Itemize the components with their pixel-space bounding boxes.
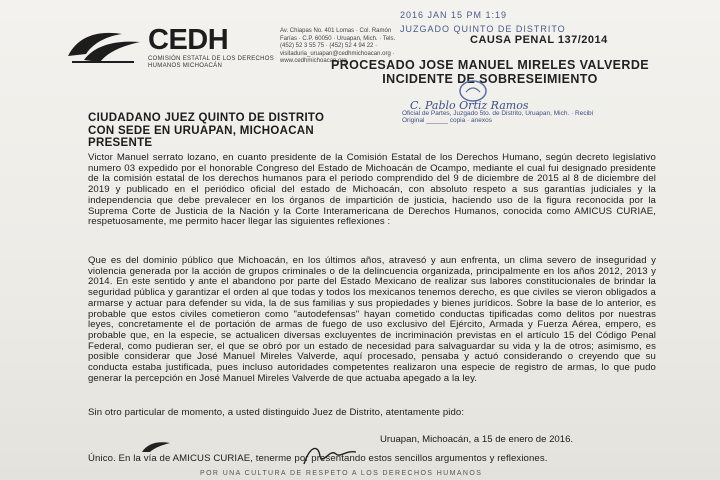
org-address: Av. Chiapas No. 401 Lomas · Col. Ramón Farías · C.P. 60050 · Uruapan, Mich. · Tels. (452) 52 3 55 75 · (452) 52 4 94 22 · visitaduria_uruapan@cedhmichoacan.org · www.cedhmichoacan.org bbox=[280, 28, 396, 64]
body-paragraph-1: Victor Manuel serrato lozano, en cuanto presidente de la Comisión Estatal de los Derechos Humano, según decreto legislativo numero 03 expedido por el honorable Congreso del Estado de Michoacán de Ocampo, mediante el cual fui designado presidente de la comisión estatal de los derechos humanos para el periodo comprendido del 9 de diciembre de 2015 al 8 de diciembre del 2019 y publicado en el periódico oficial del estado de Michoacán, con absoluto respeto a sus garantías judiciales y la independencia que debe prevalecer en los órganos de impartición de justicia, haciendo uso de la figura reconocida por la Suprema Corte de Justicia de la Nación y la Corte Interamericana de Derechos Humanos, conocida como AMICUS CURIAE, respetuosamente, me permito hacer llegar las siguientes reflexiones : bbox=[88, 152, 656, 228]
addressee-line3: PRESENTE bbox=[88, 137, 153, 149]
headline-line1: PROCESADO JOSE MANUEL MIRELES VALVERDE bbox=[330, 58, 650, 72]
headline-line2: INCIDENTE DE SOBRESEIMIENTO bbox=[382, 72, 598, 86]
addressee bbox=[88, 112, 324, 150]
org-subtitle: COMISIÓN ESTATAL DE LOS DERECHOS HUMANOS MICHOACÁN bbox=[148, 56, 275, 69]
received-court: JUZGADO QUINTO DE DISTRITO bbox=[400, 24, 566, 34]
footer-slogan: POR UNA CULTURA DE RESPETO A LOS DERECHOS HUMANOS bbox=[200, 470, 483, 477]
received-stamp bbox=[400, 10, 566, 34]
cedh-logo-icon bbox=[64, 26, 144, 66]
closing-date: Uruapan, Michoacán, a 15 de enero de 2016. bbox=[380, 434, 574, 445]
org-name: CEDH bbox=[148, 24, 229, 56]
received-date: 2016 JAN 15 PM 1:19 bbox=[400, 10, 508, 20]
court-signer: C. Pablo Ortiz Ramos bbox=[410, 99, 529, 112]
case-number: CAUSA PENAL 137/2014 bbox=[470, 34, 608, 46]
body-paragraph-4: Único. En la vía de AMICUS CURIAE, tenerme por presentando estos sencillos argumentos y reflexiones. bbox=[88, 453, 548, 464]
signature-icon bbox=[300, 440, 360, 470]
body-paragraph-2: Que es del dominio público que Michoacán, en los últimos años, atravesó y aun enfrenta, un clima severo de inseguridad y violencia generada por la acción de grupos criminales o de la delincuencia organizada, principalmente en los años 2012, 2013 y 2014. En este sentido y ante el abandono por parte del Estado Mexicano de realizar sus labores constitucionales de brindar la seguridad pública y garantizar el orden al que todas y todos los mexicanos tenemos derecho, es que civiles se vieron obligados a armarse y actuar para defender su vida, la de sus familias y sus propiedades y bienes jurídicos. Sobre la base de lo anterior, es probable que estos civiles cometieron como "autodefensas" hayan cometido conductas tipificadas como delitos por nuestras leyes, concretamente el de portación de armas de fuego de uso exclusivo del Ejército, Armada y Fuerza Aérea, empero, es probable que, en la especie, se actualicen diversas excluyentes de incriminación previstas en el artículo 15 del Código Penal Federal, como pudieran ser, el que se obró por un estado de necesidad para salvaguardar su vida y la de otros; asimismo, es posible considerar que José Manuel Mireles Valverde, aquí procesado, pensaba y actuó considerando o creyendo que su conducta estaba justificada, pues incluso autoridades competentes realizaron una especie de registro de armas, lo que pudo generar la percepción en José Manuel Mireles Valverde de que actuaba apegado a la ley. bbox=[88, 255, 656, 384]
cedh-small-logo-icon bbox=[140, 440, 176, 454]
addressee-line2: CON SEDE EN URUAPAN, MICHOACAN bbox=[88, 124, 315, 137]
court-stamp-lines: Oficial de Partes, Juzgado 5to. de Distrito, Uruapan, Mich. · Recibí Original ______ copia · anexos bbox=[402, 109, 594, 125]
body-paragraph-3: Sin otro particular de momento, a usted distinguido Juez de Distrito, atentamente pido: bbox=[88, 407, 465, 418]
addressee-line1: CIUDADANO JUEZ QUINTO DE DISTRITO bbox=[88, 112, 325, 124]
court-stamp bbox=[398, 82, 598, 126]
